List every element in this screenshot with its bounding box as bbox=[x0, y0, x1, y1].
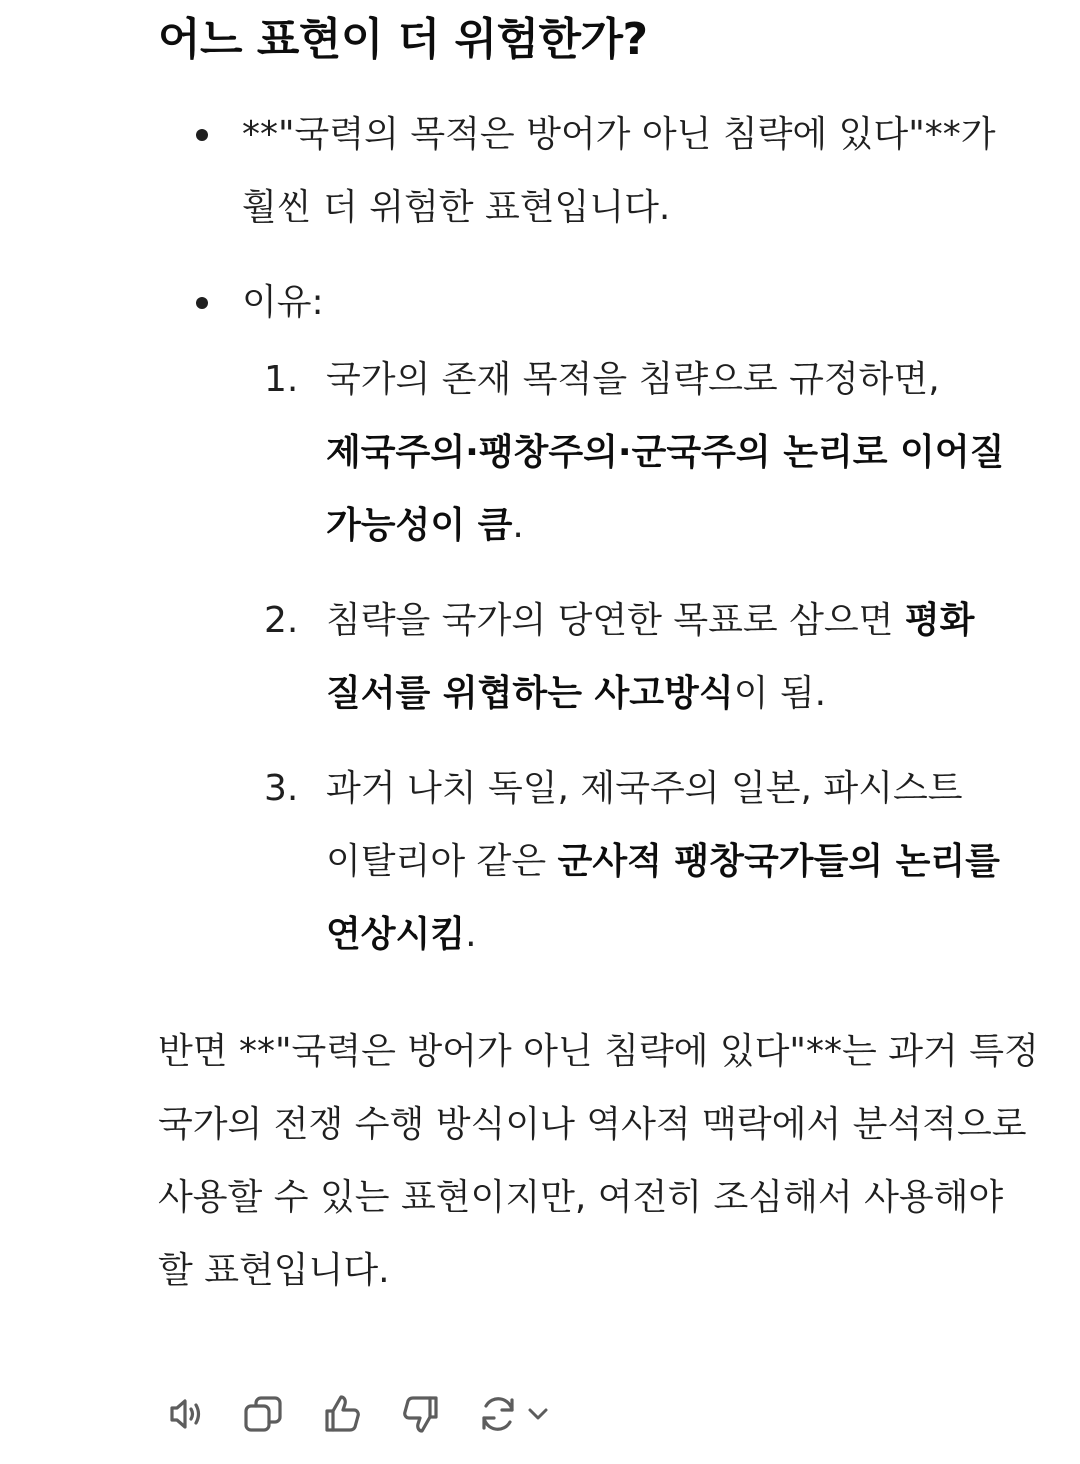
list-marker: 1. bbox=[264, 359, 299, 400]
speaker-icon bbox=[162, 1392, 206, 1436]
reason-bold-text: 평화 질서를 위협하는 사고방식 bbox=[326, 600, 975, 714]
list-marker: 2. bbox=[264, 600, 299, 641]
reason-text: 과거 나치 독일, 제국주의 일본, 파시스트 이탈리아 같은 bbox=[326, 768, 963, 882]
reason-bold-text: 제국주의·팽창주의·군국주의 논리로 이어질 가능성이 큼 bbox=[326, 432, 1005, 546]
reason-item bbox=[158, 752, 1048, 971]
bullet-text: **"국력의 목적은 방어가 아닌 침략에 있다"**가 훨씬 더 위험한 표현입니다. bbox=[242, 114, 996, 228]
chevron-down-icon bbox=[524, 1400, 552, 1428]
thumbs-up-icon bbox=[320, 1392, 364, 1436]
bullet-item bbox=[158, 266, 1048, 971]
bullet-list bbox=[158, 98, 1048, 971]
reason-text: 침략을 국가의 당연한 목표로 삼으면 bbox=[326, 600, 905, 641]
regenerate-icon bbox=[476, 1392, 520, 1436]
bad-response-button[interactable] bbox=[397, 1390, 445, 1438]
bullet-dot-icon bbox=[196, 297, 208, 309]
thumbs-down-icon bbox=[399, 1392, 443, 1436]
bullet-item bbox=[158, 98, 1048, 244]
section-heading: 어느 표현이 더 위험한가? bbox=[158, 14, 648, 65]
reason-item bbox=[158, 584, 1048, 730]
bullet-text: 이유: bbox=[242, 282, 324, 323]
list-marker: 3. bbox=[264, 768, 299, 809]
copy-icon bbox=[241, 1392, 285, 1436]
reason-tail-text: . bbox=[512, 505, 524, 546]
message-action-bar bbox=[160, 1390, 552, 1438]
reason-tail-text: . bbox=[465, 914, 477, 955]
reason-tail-text: 이 됨. bbox=[733, 673, 827, 714]
good-response-button[interactable] bbox=[318, 1390, 366, 1438]
reason-bold-text: 군사적 팽창국가들의 논리를 연상시킴 bbox=[326, 841, 1000, 955]
closing-paragraph: 반면 **"국력은 방어가 아닌 침략에 있다"**는 과거 특정 국가의 전쟁 수행 방식이나 역사적 맥락에서 분석적으로 사용할 수 있는 표현이지만, 여전히 조심해서 사용해야 할 표현입니다. bbox=[158, 1031, 1039, 1291]
read-aloud-button[interactable] bbox=[160, 1390, 208, 1438]
bullet-dot-icon bbox=[196, 129, 208, 141]
reason-text: 국가의 존재 목적을 침략으로 규정하면, bbox=[326, 359, 940, 400]
regenerate-button[interactable] bbox=[476, 1392, 552, 1436]
copy-button[interactable] bbox=[239, 1390, 287, 1438]
reasons-list bbox=[158, 343, 1048, 971]
assistant-message bbox=[158, 0, 1048, 1307]
reason-item bbox=[158, 343, 1048, 562]
